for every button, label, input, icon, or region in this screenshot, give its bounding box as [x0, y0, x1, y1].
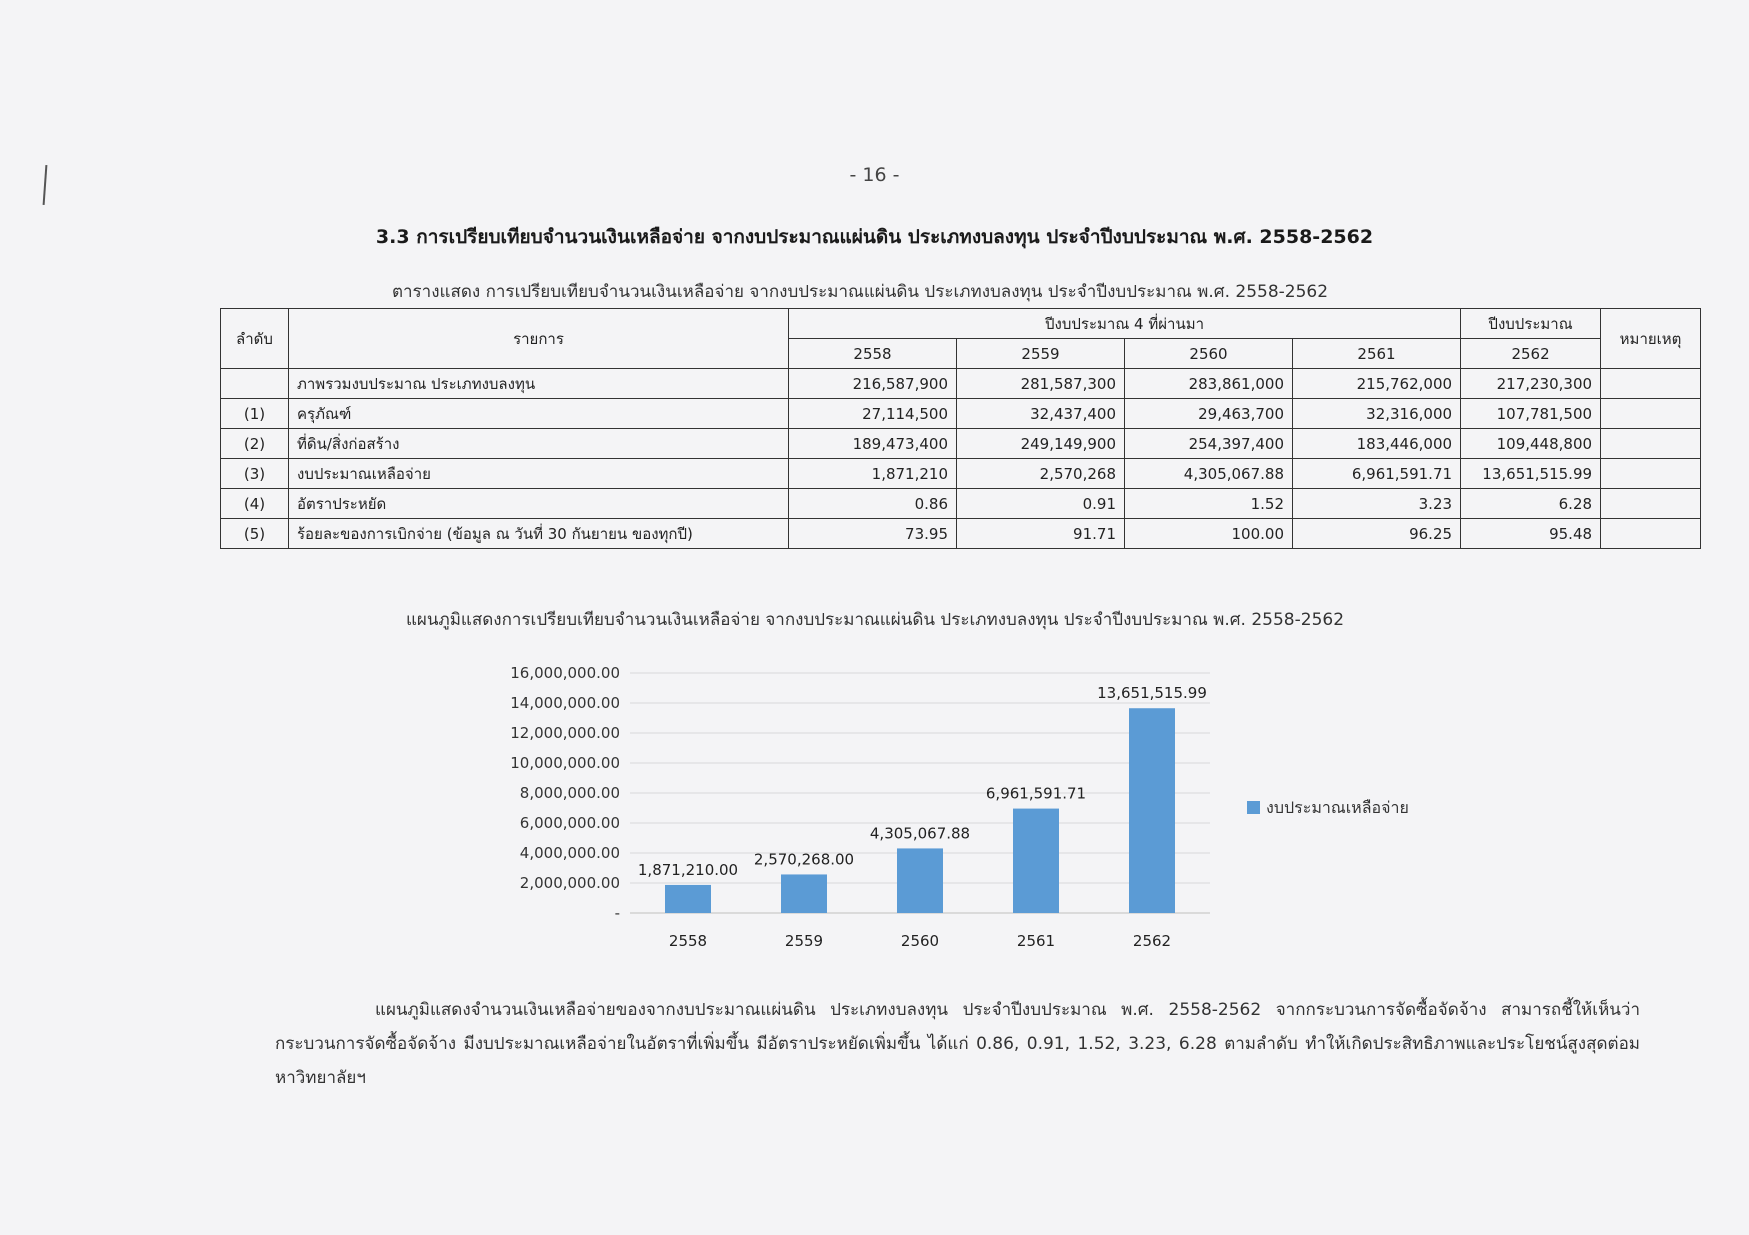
- x-tick-label: 2558: [668, 932, 708, 950]
- page-number: - 16 -: [849, 164, 900, 186]
- budget-surplus-bar-chart: [470, 655, 1450, 955]
- row-value: 32,437,400: [957, 399, 1125, 429]
- row-value: 91.71: [957, 519, 1125, 549]
- section-heading: 3.3 การเปรียบเทียบจำนวนเงินเหลือจ่าย จากงบประมาณแผ่นดิน ประเภทงบลงทุน ประจำปีงบประมาณ พ.ศ. 2558-2562: [375, 226, 1374, 248]
- row-index: (2): [221, 429, 289, 459]
- row-item: ครุภัณฑ์: [289, 399, 789, 429]
- row-note: [1601, 459, 1701, 489]
- y-tick-label: 16,000,000.00: [510, 664, 620, 682]
- summary-paragraph: แผนภูมิแสดงจำนวนเงินเหลือจ่ายของจากงบประมาณแผ่นดิน ประเภทงบลงทุน ประจำปีงบประมาณ พ.ศ. 2558-2562 จากกระบวนการจัดซื้อจัดจ้าง สามารถชี้ให้เห็นว่ากระบวนการจัดซื้อจัดจ้าง มีงบประมาณเหลือจ่ายในอัตราที่เพิ่มขึ้น มีอัตราประหยัดเพิ่มขึ้น ได้แก่ 0.86, 0.91, 1.52, 3.23, 6.28 ตามลำดับ ทำให้เกิดประสิทธิภาพและประโยชน์สูงสุดต่อมหาวิทยาลัยฯ: [275, 1000, 1640, 1088]
- row-value: 29,463,700: [1125, 399, 1293, 429]
- row-item: อัตราประหยัด: [289, 489, 789, 519]
- bar: [1013, 809, 1059, 913]
- row-value: 1,871,210: [789, 459, 957, 489]
- y-tick-label: 10,000,000.00: [510, 754, 620, 772]
- row-note: [1601, 489, 1701, 519]
- table-row: [221, 369, 1701, 399]
- row-value: 283,861,000: [1125, 369, 1293, 399]
- data-label: 13,651,515.99: [1097, 684, 1207, 703]
- table-row: [221, 399, 1701, 429]
- row-note: [1601, 369, 1701, 399]
- legend-swatch: [1247, 801, 1260, 814]
- row-value: 0.91: [957, 489, 1125, 519]
- row-value: 32,316,000: [1293, 399, 1461, 429]
- row-value: 96.25: [1293, 519, 1461, 549]
- table-caption: ตารางแสดง การเปรียบเทียบจำนวนเงินเหลือจ่าย จากงบประมาณแผ่นดิน ประเภทงบลงทุน ประจำปีงบประมาณ พ.ศ. 2558-2562: [391, 282, 1329, 302]
- row-item: ที่ดิน/สิ่งก่อสร้าง: [289, 429, 789, 459]
- row-index: (5): [221, 519, 289, 549]
- row-note: [1601, 429, 1701, 459]
- header-year: 2559: [957, 339, 1125, 369]
- x-tick-label: 2562: [1132, 932, 1172, 950]
- row-value: 109,448,800: [1461, 429, 1601, 459]
- row-value: 6.28: [1461, 489, 1601, 519]
- chart-caption: แผนภูมิแสดงการเปรียบเทียบจำนวนเงินเหลือจ่าย จากงบประมาณแผ่นดิน ประเภทงบลงทุน ประจำปีงบประมาณ พ.ศ. 2558-2562: [405, 610, 1345, 630]
- table-row: [221, 429, 1701, 459]
- table-row: [221, 489, 1701, 519]
- header-past-years: ปีงบประมาณ 4 ที่ผ่านมา: [789, 309, 1461, 339]
- header-current-year: 2562: [1461, 339, 1601, 369]
- header-current-label: ปีงบประมาณ: [1461, 309, 1601, 339]
- row-value: 4,305,067.88: [1125, 459, 1293, 489]
- header-year: 2558: [789, 339, 957, 369]
- y-tick-label: 14,000,000.00: [510, 694, 620, 712]
- table-row: [221, 519, 1701, 549]
- row-value: 6,961,591.71: [1293, 459, 1461, 489]
- row-value: 189,473,400: [789, 429, 957, 459]
- bar: [897, 848, 943, 913]
- data-label: 1,871,210.00: [637, 860, 739, 879]
- y-tick-label: -: [614, 904, 620, 922]
- row-value: 100.00: [1125, 519, 1293, 549]
- y-tick-label: 4,000,000.00: [519, 844, 620, 862]
- bar: [781, 874, 827, 913]
- row-value: 95.48: [1461, 519, 1601, 549]
- header-year: 2560: [1125, 339, 1293, 369]
- row-value: 215,762,000: [1293, 369, 1461, 399]
- data-label: 2,570,268.00: [753, 850, 855, 869]
- row-index: [221, 369, 289, 399]
- header-item: รายการ: [289, 309, 789, 369]
- row-value: 217,230,300: [1461, 369, 1601, 399]
- x-tick-label: 2559: [784, 932, 824, 950]
- table-row: [221, 459, 1701, 489]
- header-order: ลำดับ: [221, 309, 289, 369]
- header-year: 2561: [1293, 339, 1461, 369]
- row-value: 183,446,000: [1293, 429, 1461, 459]
- row-value: 216,587,900: [789, 369, 957, 399]
- row-index: (1): [221, 399, 289, 429]
- row-value: 107,781,500: [1461, 399, 1601, 429]
- data-label: 6,961,591.71: [985, 784, 1087, 803]
- budget-comparison-table: [220, 308, 1701, 549]
- x-tick-label: 2560: [900, 932, 940, 950]
- row-item: ภาพรวมงบประมาณ ประเภทงบลงทุน: [289, 369, 789, 399]
- row-value: 1.52: [1125, 489, 1293, 519]
- x-tick-label: 2561: [1016, 932, 1056, 950]
- row-note: [1601, 519, 1701, 549]
- y-tick-label: 2,000,000.00: [519, 874, 620, 892]
- row-index: (3): [221, 459, 289, 489]
- row-value: 13,651,515.99: [1461, 459, 1601, 489]
- bar: [665, 885, 711, 913]
- y-tick-label: 8,000,000.00: [519, 784, 620, 802]
- row-value: 73.95: [789, 519, 957, 549]
- header-note: หมายเหตุ: [1601, 309, 1701, 369]
- row-value: 27,114,500: [789, 399, 957, 429]
- row-value: 281,587,300: [957, 369, 1125, 399]
- row-item: ร้อยละของการเบิกจ่าย (ข้อมูล ณ วันที่ 30 กันยายน ของทุกปี): [289, 519, 789, 549]
- row-value: 3.23: [1293, 489, 1461, 519]
- row-value: 254,397,400: [1125, 429, 1293, 459]
- y-tick-label: 6,000,000.00: [519, 814, 620, 832]
- row-note: [1601, 399, 1701, 429]
- row-value: 249,149,900: [957, 429, 1125, 459]
- y-tick-label: 12,000,000.00: [510, 724, 620, 742]
- row-value: 0.86: [789, 489, 957, 519]
- row-value: 2,570,268: [957, 459, 1125, 489]
- legend-label: งบประมาณเหลือจ่าย: [1266, 798, 1409, 817]
- row-item: งบประมาณเหลือจ่าย: [289, 459, 789, 489]
- row-index: (4): [221, 489, 289, 519]
- bar: [1129, 708, 1175, 913]
- data-label: 4,305,067.88: [869, 824, 971, 843]
